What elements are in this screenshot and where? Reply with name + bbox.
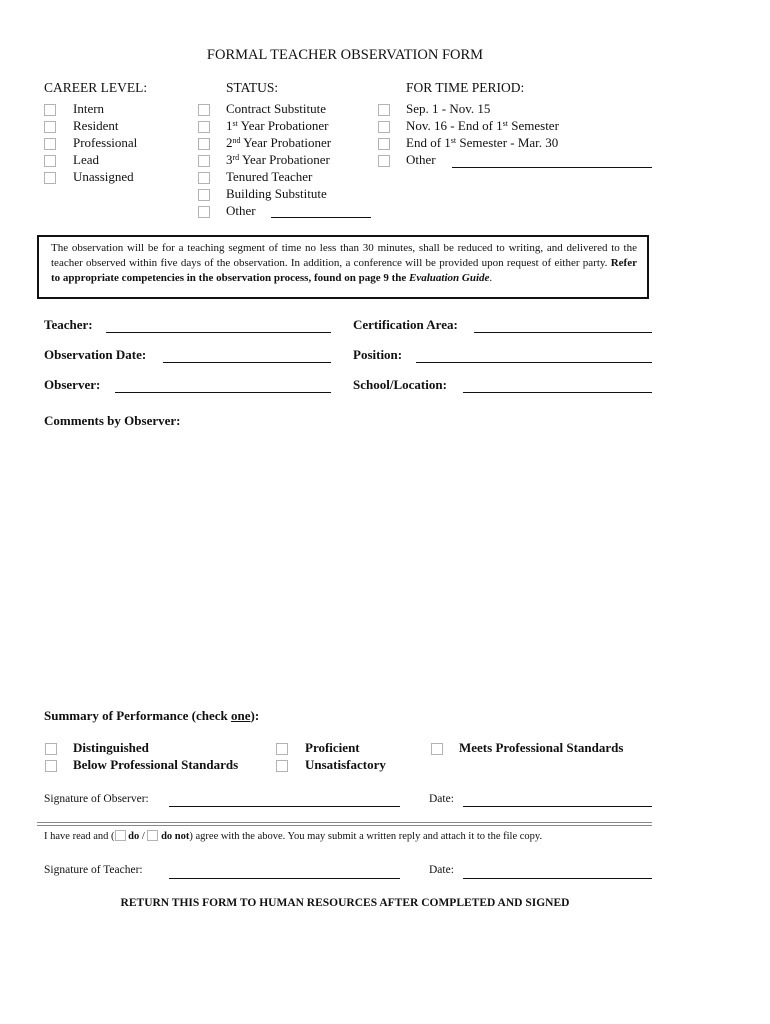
below-standards-checkbox[interactable] (45, 760, 57, 772)
school-location-label: School/Location: (353, 377, 447, 392)
proficient-label: Proficient (305, 740, 360, 755)
period-other-input[interactable] (452, 167, 652, 168)
unsatisfactory-label: Unsatisfactory (305, 757, 386, 772)
period-other-label: Other (406, 152, 436, 167)
career-lead-label: Lead (73, 152, 99, 167)
ack-do-not-checkbox[interactable] (147, 830, 158, 841)
career-professional-label: Professional (73, 135, 138, 150)
time-period-heading: FOR TIME PERIOD: (406, 80, 525, 95)
status-2nd-year-checkbox[interactable] (198, 138, 210, 150)
status-tenured-label: Tenured Teacher (226, 169, 313, 184)
summary-label: Summary of Performance (check one): (44, 708, 260, 723)
career-intern-checkbox[interactable] (44, 104, 56, 116)
observer-date-input[interactable] (463, 806, 652, 807)
teacher-date-label: Date: (429, 864, 454, 876)
career-lead-checkbox[interactable] (44, 155, 56, 167)
observation-date-input[interactable] (163, 362, 331, 363)
notice-guide-title: Evaluation Guide (409, 272, 490, 284)
observer-input[interactable] (115, 392, 331, 393)
observer-date-label: Date: (429, 793, 454, 805)
observation-notice: The observation will be for a teaching segment of time no less than 30 minutes, shall be reduced to writing, and delivered to the teacher observed within five days of the observation. In addition, a conference will be provided upon request of either party. Refer to appropriate competencies in the observation process, found on page 9 the Evaluation Guide. (37, 235, 649, 299)
position-label: Position: (353, 347, 403, 362)
status-contract-substitute-label: Contract Substitute (226, 101, 327, 116)
observer-signature-label: Signature of Observer: (44, 793, 149, 805)
period-sep-nov-checkbox[interactable] (378, 104, 390, 116)
career-professional-checkbox[interactable] (44, 138, 56, 150)
certification-area-label: Certification Area: (353, 317, 458, 332)
status-contract-substitute-checkbox[interactable] (198, 104, 210, 116)
status-other-input[interactable] (271, 217, 371, 218)
period-semester-mar-checkbox[interactable] (378, 138, 390, 150)
status-building-substitute-checkbox[interactable] (198, 189, 210, 201)
distinguished-label: Distinguished (73, 740, 149, 755)
teacher-input[interactable] (106, 332, 331, 333)
status-building-substitute-label: Building Substitute (226, 186, 327, 201)
status-1st-year-checkbox[interactable] (198, 121, 210, 133)
unsatisfactory-checkbox[interactable] (276, 760, 288, 772)
status-3rd-year-label: 3rd Year Probationer (226, 152, 330, 167)
acknowledgement-text: I have read and ( do / do not) agree with the above. You may submit a written reply and attach it to the file copy. (44, 831, 543, 842)
section-divider (37, 822, 652, 823)
status-1st-year-label: 1st Year Probationer (226, 118, 329, 133)
proficient-checkbox[interactable] (276, 743, 288, 755)
notice-text: The observation will be for a teaching segment of time no less than 30 minutes, shall be reduced to writing, and delivered to the teacher observed within five days of the observation. In addition, a conference will be provided upon request of either party. (51, 242, 637, 269)
footer-instruction: RETURN THIS FORM TO HUMAN RESOURCES AFTER COMPLETED AND SIGNED (120, 897, 570, 909)
period-sep-nov-label: Sep. 1 - Nov. 15 (406, 101, 491, 116)
period-nov-semester-label: Nov. 16 - End of 1st Semester (406, 118, 559, 133)
observer-label: Observer: (44, 377, 101, 392)
ack-do-checkbox[interactable] (115, 830, 126, 841)
career-resident-label: Resident (73, 118, 119, 133)
school-location-input[interactable] (463, 392, 652, 393)
teacher-signature-label: Signature of Teacher: (44, 864, 143, 876)
career-unassigned-checkbox[interactable] (44, 172, 56, 184)
comments-area[interactable] (44, 435, 652, 690)
period-nov-semester-checkbox[interactable] (378, 121, 390, 133)
certification-area-input[interactable] (474, 332, 652, 333)
status-other-label: Other (226, 203, 256, 218)
career-unassigned-label: Unassigned (73, 169, 134, 184)
section-divider-2 (37, 825, 652, 826)
teacher-signature-input[interactable] (169, 878, 400, 879)
meets-standards-label: Meets Professional Standards (459, 740, 624, 755)
status-other-checkbox[interactable] (198, 206, 210, 218)
period-other-checkbox[interactable] (378, 155, 390, 167)
below-standards-label: Below Professional Standards (73, 757, 239, 772)
status-2nd-year-label: 2nd Year Probationer (226, 135, 332, 150)
teacher-date-input[interactable] (463, 878, 652, 879)
status-heading: STATUS: (226, 80, 279, 95)
status-3rd-year-checkbox[interactable] (198, 155, 210, 167)
meets-standards-checkbox[interactable] (431, 743, 443, 755)
notice-bold-text: Refer to appropriate competencies in the observation process, found on page 9 the (51, 257, 637, 284)
period-semester-mar-label: End of 1st Semester - Mar. 30 (406, 135, 559, 150)
teacher-label: Teacher: (44, 317, 93, 332)
comments-label: Comments by Observer: (44, 413, 181, 428)
position-input[interactable] (416, 362, 652, 363)
status-tenured-checkbox[interactable] (198, 172, 210, 184)
career-level-heading: CAREER LEVEL: (44, 80, 148, 95)
form-title: FORMAL TEACHER OBSERVATION FORM (206, 47, 484, 63)
observer-signature-input[interactable] (169, 806, 400, 807)
career-intern-label: Intern (73, 101, 105, 116)
observation-date-label: Observation Date: (44, 347, 147, 362)
distinguished-checkbox[interactable] (45, 743, 57, 755)
career-resident-checkbox[interactable] (44, 121, 56, 133)
